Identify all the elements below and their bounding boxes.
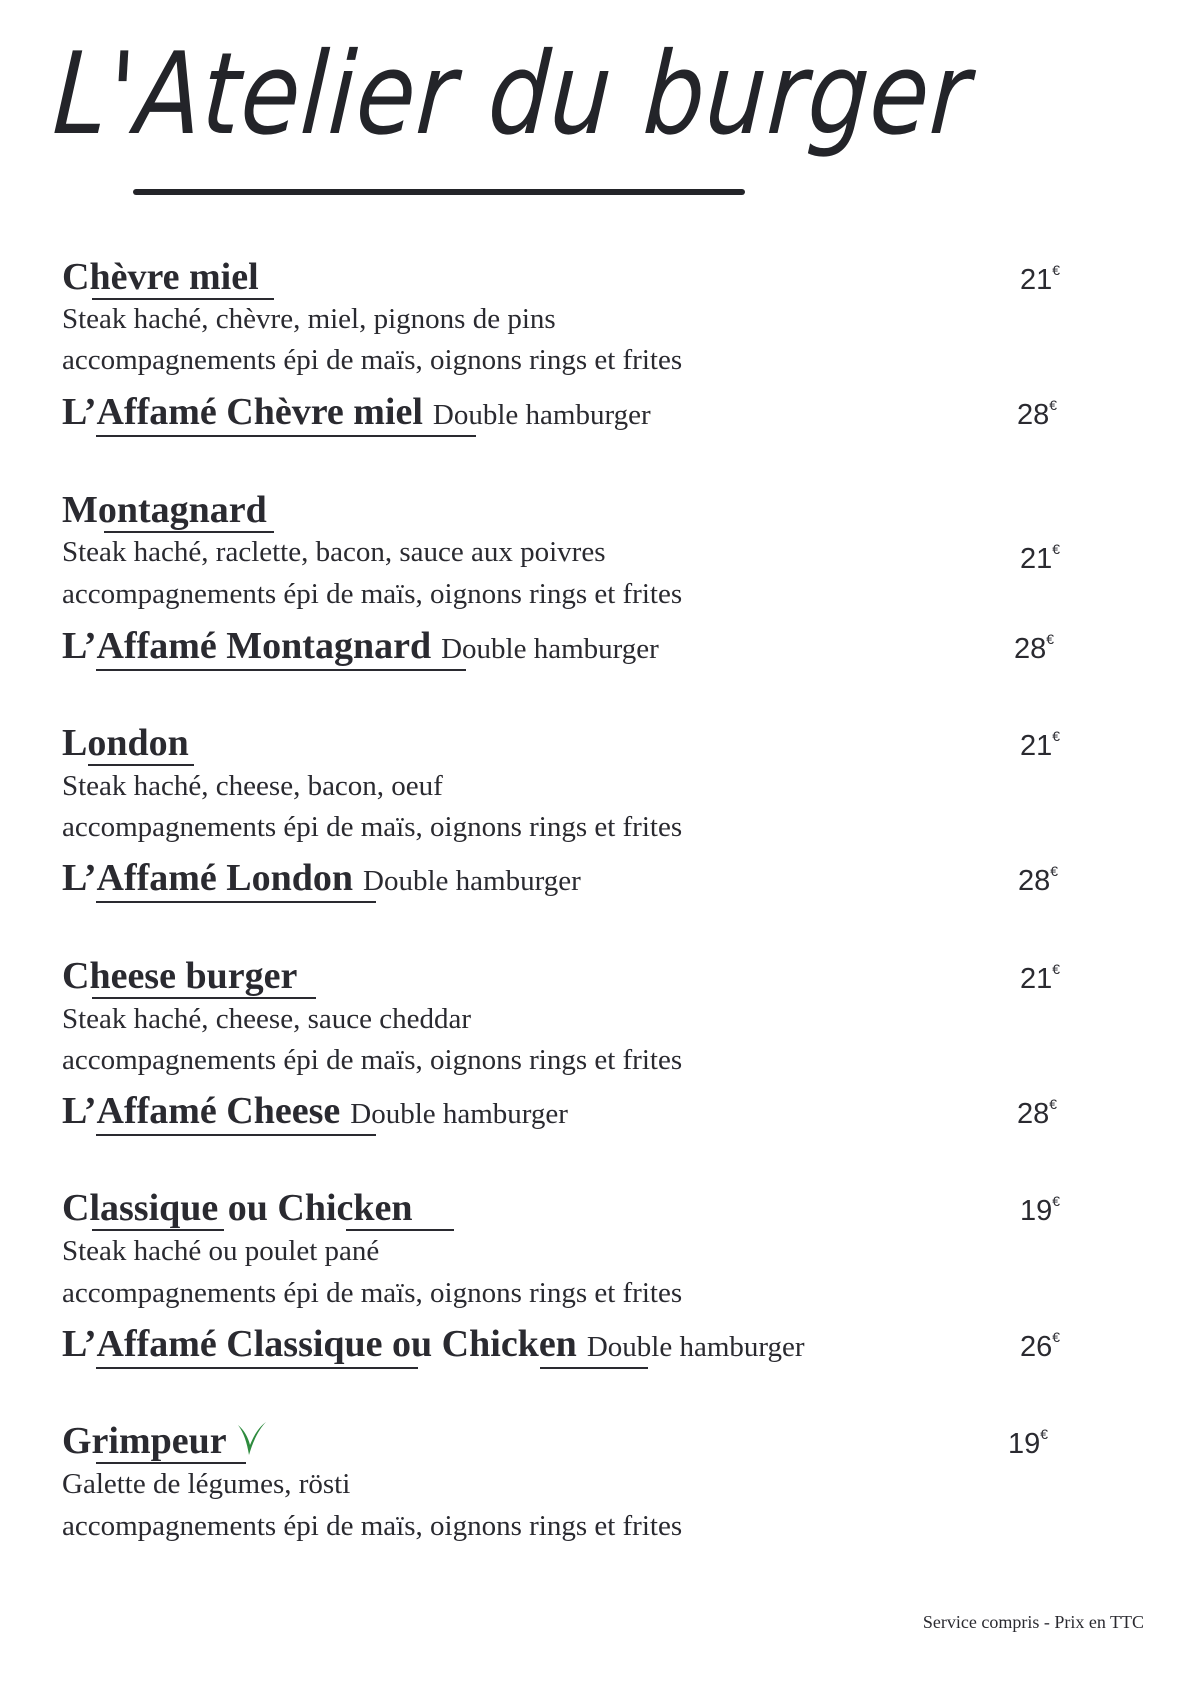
name-underline bbox=[92, 1229, 224, 1231]
item-name: Chèvre miel bbox=[62, 256, 259, 298]
item-price: 21€ bbox=[1019, 728, 1060, 762]
double-name: L’Affamé Classique ou Chicken bbox=[62, 1323, 577, 1365]
double-underline bbox=[96, 901, 376, 903]
item-name: Montagnard bbox=[62, 489, 267, 531]
name-underline bbox=[104, 531, 274, 533]
item-sides: accompagnements épi de maïs, oignons rings et frites bbox=[62, 578, 683, 610]
menu-title: L'Atelier du burger bbox=[50, 28, 975, 161]
double-price: 28€ bbox=[1016, 397, 1057, 431]
double-underline-2 bbox=[540, 1367, 648, 1369]
item-description: Steak haché, chèvre, miel, pignons de pins bbox=[62, 303, 556, 335]
item-description: Steak haché, raclette, bacon, sauce aux poivres bbox=[62, 536, 606, 568]
double-label: Double hamburger bbox=[432, 399, 651, 431]
item-sides: accompagnements épi de maïs, oignons rings et frites bbox=[62, 811, 683, 843]
item-sides: accompagnements épi de maïs, oignons rings et frites bbox=[62, 344, 683, 376]
double-label: Double hamburger bbox=[441, 633, 659, 665]
item-name: London bbox=[62, 722, 189, 764]
item-name: Cheese burger bbox=[62, 955, 298, 997]
name-underline bbox=[92, 298, 274, 300]
double-underline bbox=[96, 435, 476, 437]
double-label: Double hamburger bbox=[350, 1098, 568, 1130]
double-item bbox=[62, 856, 581, 900]
item-price: 21€ bbox=[1019, 961, 1060, 995]
title-underline bbox=[133, 189, 745, 195]
double-price: 28€ bbox=[1016, 1096, 1057, 1130]
double-name: L’Affamé Chèvre miel bbox=[62, 391, 423, 433]
item-sides: accompagnements épi de maïs, oignons rings et frites bbox=[62, 1044, 683, 1076]
double-name: L’Affamé London bbox=[62, 857, 354, 899]
footer-note: Service compris - Prix en TTC bbox=[922, 1612, 1144, 1632]
double-label: Double hamburger bbox=[586, 1331, 805, 1363]
double-name: L’Affamé Cheese bbox=[62, 1090, 341, 1132]
item-price: 21€ bbox=[1019, 262, 1060, 296]
double-item bbox=[62, 1322, 805, 1366]
double-underline bbox=[96, 1367, 418, 1369]
item-description: Galette de légumes, rösti bbox=[62, 1468, 351, 1500]
item-price: 21€ bbox=[1019, 541, 1060, 575]
double-name: L’Affamé Montagnard bbox=[62, 625, 432, 667]
item-name-text: Grimpeur bbox=[62, 1420, 227, 1462]
item-price: 19€ bbox=[1019, 1193, 1060, 1227]
double-label: Double hamburger bbox=[363, 865, 581, 897]
double-underline bbox=[96, 1134, 376, 1136]
double-underline bbox=[96, 669, 466, 671]
double-item bbox=[62, 1089, 568, 1133]
name-underline bbox=[92, 997, 316, 999]
name-underline bbox=[96, 1462, 246, 1464]
item-description: Steak haché, cheese, bacon, oeuf bbox=[62, 770, 443, 802]
name-underline bbox=[88, 764, 194, 766]
double-item bbox=[62, 390, 651, 434]
name-underline-2 bbox=[346, 1229, 454, 1231]
item-price: 19€ bbox=[1007, 1426, 1048, 1460]
item-sides: accompagnements épi de maïs, oignons rings et frites bbox=[62, 1510, 683, 1542]
item-description: Steak haché ou poulet pané bbox=[62, 1235, 380, 1267]
double-item bbox=[62, 624, 659, 668]
double-price: 26€ bbox=[1019, 1329, 1060, 1363]
double-price: 28€ bbox=[1017, 863, 1058, 897]
item-name: Classique ou Chicken bbox=[62, 1187, 413, 1229]
double-price: 28€ bbox=[1013, 631, 1054, 665]
item-description: Steak haché, cheese, sauce cheddar bbox=[62, 1003, 471, 1035]
item-sides: accompagnements épi de maïs, oignons rings et frites bbox=[62, 1277, 683, 1309]
